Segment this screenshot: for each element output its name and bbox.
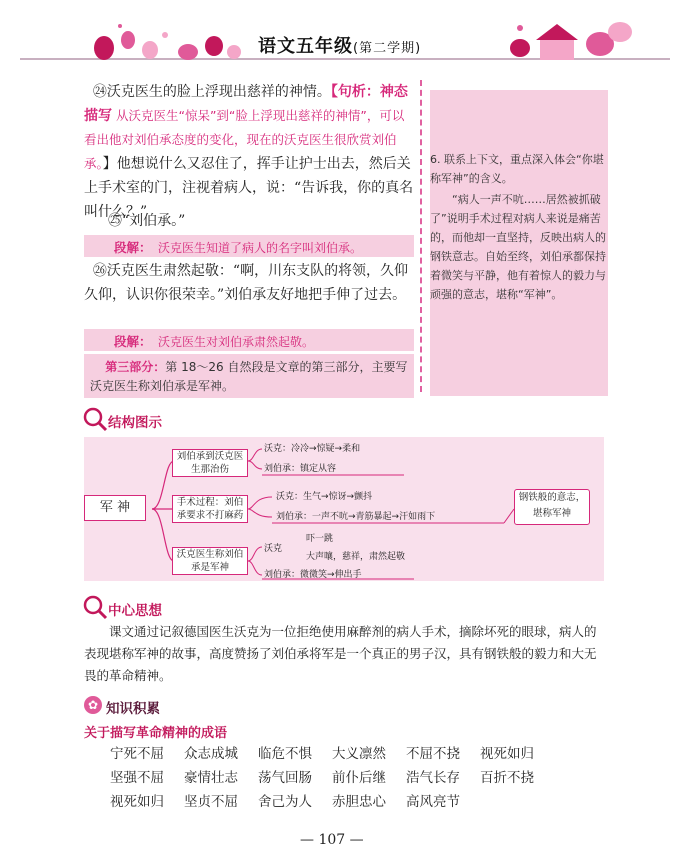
idiom: 众志成城 xyxy=(184,746,238,762)
idiom: 大义凛然 xyxy=(332,746,386,762)
side-note-answer: “病人一声不吭……居然被抓破了”说明手术过程对病人来说是痛苦的，而他却一直坚持，反映出病人的钢铁意志。自始至终，刘伯承都保持着微笑与平静，他有着惊人的毅力与顽强的意志，堪称“军神”。 xyxy=(430,193,606,301)
section-summary-text: 沃克医生知道了病人的名字叫刘伯承。 xyxy=(158,241,363,255)
idiom-row-1 xyxy=(110,742,554,762)
idiom: 赤胆忠心 xyxy=(332,794,386,810)
side-note-question: 6. 联系上下文，重点深入体会“你堪称军神”的含义。 xyxy=(430,153,604,185)
central-idea-text: 课文通过记叙德国医生沃克为一位拒绝使用麻醉剂的病人手术，摘除坏死的眼球，病人的表现堪称军神的故事，高度赞扬了刘伯承将军是一个真正的男子汉，具有钢铁般的毅力和大无畏的革命精神。 xyxy=(84,624,597,683)
idiom: 舍己为人 xyxy=(258,794,312,810)
flower-icon: ✿ xyxy=(84,696,102,714)
diagram-b1-walker: 沃克：冷冷→惊疑→柔和 xyxy=(264,444,361,454)
idiom: 视死如归 xyxy=(480,746,534,762)
structure-heading: 结构图示 xyxy=(108,415,162,431)
part-three-label: 第三部分： xyxy=(105,360,166,374)
diagram-b2-walker: 沃克：生气→惊讶→颤抖 xyxy=(276,492,373,502)
magnifier-icon xyxy=(82,406,108,432)
knowledge-heading-band xyxy=(84,694,184,716)
diagram-branch-1: 刘伯承到沃克医生那治伤 xyxy=(172,449,248,477)
page-number: — 107 — xyxy=(300,832,364,848)
idiom: 前仆后继 xyxy=(332,770,386,786)
column-divider xyxy=(420,80,422,392)
central-idea-heading: 中心思想 xyxy=(108,603,162,619)
idiom: 临危不惧 xyxy=(258,746,312,762)
diagram-root: 军 神 xyxy=(84,495,146,521)
left-flower-decoration xyxy=(94,24,241,60)
section-summary-label: 段解： xyxy=(114,240,152,255)
idiom: 高风亮节 xyxy=(406,794,460,810)
idiom: 视死如归 xyxy=(110,794,164,810)
magnifier-icon xyxy=(82,594,108,620)
section-summary-band-2 xyxy=(84,329,414,351)
diagram-b3-walker: 沃克 xyxy=(264,544,283,554)
side-note-box xyxy=(430,90,608,396)
idiom: 百折不挠 xyxy=(480,770,534,786)
knowledge-subheading: 关于描写革命精神的成语 xyxy=(84,726,228,741)
diagram-b2-liu: 刘伯承：一声不吭→青筋暴起→汗如雨下 xyxy=(276,512,436,522)
diagram-b3-liu: 刘伯承：微微笑→伸出手 xyxy=(264,570,362,580)
idiom-row-2 xyxy=(110,766,554,786)
structure-diagram xyxy=(84,437,604,581)
idiom: 豪情壮志 xyxy=(184,770,238,786)
idiom: 坚贞不屈 xyxy=(184,794,238,810)
idiom: 浩气长存 xyxy=(406,770,460,786)
page-header-title: 语文五年级(第二学期) xyxy=(258,36,422,57)
section-summary-band-1 xyxy=(84,235,414,257)
idiom: 不屈不挠 xyxy=(406,746,460,762)
diagram-b1-liu: 刘伯承：镇定从容 xyxy=(264,464,337,474)
idiom: 坚强不屈 xyxy=(110,770,164,786)
section-summary-label: 段解： xyxy=(114,334,152,349)
paragraph-24: ㉔沃克医生的脸上浮现出慈祥的神情。【句析：神态描写 从沃克医生“惊呆”到“脸上浮现出慈祥的神情”，可以看出他对刘伯承态度的变化，现在的沃克医生很欣赏刘伯承。】他想说什么又忍住了，挥手让护士出去，然后关上手术室的门，注视着病人，说：“告诉我，你的真名叫什么？” xyxy=(84,84,414,220)
idiom-row-3 xyxy=(110,790,480,810)
diagram-branch-3: 沃克医生称刘伯承是军神 xyxy=(172,547,248,575)
idiom: 宁死不屈 xyxy=(110,746,164,762)
section-summary-text: 沃克医生对刘伯承肃然起敬。 xyxy=(158,335,315,349)
diagram-summary: 钢铁般的意志，堪称军神 xyxy=(514,489,590,525)
knowledge-heading: 知识积累 xyxy=(106,701,160,717)
right-house-decoration xyxy=(510,22,632,60)
part-three-text: 第 18～26 自然段是文章的第三部分，主要写沃克医生称刘伯承是军神。 xyxy=(90,360,408,393)
paragraph-26: ㉖沃克医生肃然起敬：“啊，川东支队的将领，久仰久仰，认识你很荣幸。”刘伯承友好地把手伸了过去。 xyxy=(84,263,409,303)
diagram-branch-2: 手术过程：刘伯承要求不打麻药 xyxy=(172,495,248,523)
paragraph-25: ㉕“刘伯承。” xyxy=(108,213,186,229)
diagram-b3-walker-1: 吓一跳 xyxy=(306,534,334,544)
idiom: 荡气回肠 xyxy=(258,770,312,786)
diagram-b3-walker-2: 大声嚷，慈祥，肃然起敬 xyxy=(306,552,406,562)
part-three-band xyxy=(84,354,414,398)
